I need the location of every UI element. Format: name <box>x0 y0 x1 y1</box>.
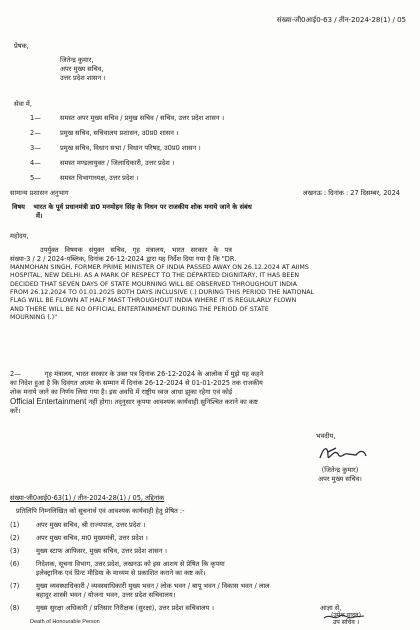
list-item <box>10 534 414 547</box>
signer-1-name: (जितेन्द्र कुमार) <box>321 466 359 474</box>
sender-block <box>60 56 106 83</box>
copy-number: (1) <box>10 521 20 529</box>
list-item <box>30 144 410 159</box>
copy-text: अपर मुख्य सचिव, श्री राज्यपाल, उत्तर प्रदेश । <box>36 521 146 529</box>
copy-text-continued: बहादुर शास्त्री भवन / योजना भवन, उत्तर प्रदेश सचिवालय। <box>36 591 176 599</box>
para1-caps-line: AND THERE WILL BE NO OFFICIAL ENTERTAINMENT DURING THE PERIOD OF STATE <box>10 305 269 313</box>
recipient-text: समस्त मण्डलायुक्त / जिलाधिकारी, उत्तर प्रदेश । <box>60 159 175 167</box>
copy-number: (7) <box>10 582 20 590</box>
list-item <box>10 582 414 604</box>
copy-text: अपर मुख्य सचिव, मा0 मुख्यमंत्री, उत्तर प्रदेश । <box>36 534 148 542</box>
copy-text: मुख्य सुरक्षा अधिकारी / प्रतिसार निरीक्षक (सुरक्षा), उत्तर प्रदेश सचिवालय । <box>36 604 214 612</box>
memo-number: संख्या-जी0आई0-63 / तीन-2024-28(1) / 05 <box>276 16 406 24</box>
list-item <box>10 547 414 560</box>
recipient-text: प्रमुख सचिव, विधान सभा / विधान परिषद, उ0प्र0 शासन । <box>60 144 201 152</box>
para2-line-1: गृह मंत्रालय, भारत सरकार के उक्त पत्र दिनांक 26-12-2024 के आलोक में मुझे यह कहने <box>44 370 264 378</box>
recipient-number: 1— <box>30 114 41 122</box>
para2-line-5: करें। <box>10 407 21 416</box>
para1-caps-line: HOSPITAL, NEW DELHI. AS A MARK OF RESPECT TO THE DEPARTED DIGNITARY, IT HAS BEEN <box>10 272 299 280</box>
copy-number: (2) <box>10 534 20 542</box>
para1-caps-line: FLAG WILL BE FLOWN AT HALF MAST THROUGHOUT INDIA WHERE IT IS REGULARLY FLOWN <box>10 297 297 305</box>
para2-line-3: शोक मनाये जाने का निर्णय लिया गया है। इस अवधि में राष्ट्रीय ध्वज आधा झुका रहेगा एवं कोई <box>10 387 233 396</box>
list-item <box>10 521 414 534</box>
list-item <box>30 174 410 189</box>
sender-name: जितेन्द्र कुमार, <box>60 56 94 64</box>
para1-caps-line: FROM 26.12.2024 TO 01.01.2025 BOTH DAYS INCLUSIVE (.) DURING THIS PERIOD THE NATIONAL <box>10 288 315 296</box>
list-item <box>10 560 414 582</box>
copy-text-continued: इलेक्ट्रानिक एवं प्रिन्ट मीडिया के माध्यम से प्रकाशित कराने का कष्ट करें। <box>36 569 206 577</box>
copy-text: निदेशक, सूचना विभाग, उत्तर प्रदेश, लखनऊ को इस आशय से प्रेषित कि कृपया <box>36 560 225 568</box>
para1-caps-line: DECIDED THAT SEVEN DAYS OF STATE MOURNING WILL BE OBSERVED THROUGHOUT INDIA <box>10 280 298 288</box>
signer-1-designation: अपर मुख्य सचिव। <box>318 474 362 483</box>
list-item <box>30 114 410 129</box>
paragraph-1 <box>10 246 410 322</box>
to-label: सेवा में, <box>14 100 32 108</box>
para2-line-4: नहीं होगा। तद्नुसार कृपया आवश्यक कार्यवाही सुनिश्चित कराने का कष्ट <box>88 397 258 406</box>
recipient-text: समस्त विभागाध्यक्ष, उत्तर प्रदेश । <box>60 174 139 182</box>
copy-number: (3) <box>10 547 20 555</box>
from-label: प्रेषक, <box>14 42 29 50</box>
list-item <box>30 159 410 174</box>
signature-jitendra-kumar <box>316 442 376 466</box>
copy-list <box>10 521 414 617</box>
recipient-number: 4— <box>30 159 41 167</box>
para1-caps-line: MOURNING (.)" <box>10 313 58 321</box>
signer-2-block <box>306 612 386 627</box>
copy-number: (8) <box>10 604 20 612</box>
copy-number: (6) <box>10 560 20 568</box>
copy-text: मुख्य व्यवस्थाधिकारी / व्यवस्थाधिकारी मुख्य भवन / लोक भवन / बापू भवन / विकास भवन / लाल <box>36 582 270 590</box>
para2-number: 2— <box>10 370 21 378</box>
recipient-list <box>30 114 410 189</box>
recipient-number: 3— <box>30 144 41 152</box>
footer-note: Death of Honourable Person <box>30 619 100 625</box>
closing-yours: भवदीय, <box>316 432 336 440</box>
para1-line-2: संख्या-3 / 2 / 2024-पब्लिक, दिनांक 26-12-2024 द्वारा यह निर्देश दिया गया है कि "DR. <box>10 254 237 263</box>
signer-1-block <box>300 466 380 484</box>
closing-by-order: आज्ञा से, <box>320 604 342 612</box>
list-item <box>30 129 410 144</box>
recipient-number: 5— <box>30 174 41 182</box>
recipient-text: प्रमुख सचिव, सचिवालय प्रशासन, उ0प्र0 शासन । <box>60 129 179 137</box>
subject-label: विषय <box>12 203 26 211</box>
recipient-text: समस्त अपर मुख्य सचिव / प्रमुख सचिव / सचिव, उत्तर प्रदेश शासन । <box>60 114 225 122</box>
para2-official-entertainment: Official Entertainment <box>10 396 87 406</box>
signer-2-designation: उप सचिव । <box>332 619 360 627</box>
para2-line-2: का निदेश हुआ है कि दिवंगत आत्मा के सम्मान में दिनांक 26-12-2024 से 01-01-2025 तक राजकीय <box>10 378 263 387</box>
paragraph-2 <box>10 370 412 416</box>
signer-2-name: (उमेश यादव) <box>330 612 361 619</box>
subject-line-2: में। <box>36 211 43 220</box>
sender-designation: अपर मुख्य सचिव, <box>60 64 104 73</box>
sender-office: उत्तर प्रदेश शासन । <box>60 73 106 82</box>
para1-caps-line: MANMOHAN SINGH, FORMER PRIME MINISTER OF INDIA PASSED AWAY ON 26.12.2024 AT AIIMS <box>10 263 309 271</box>
salutation: महोदय, <box>10 232 29 240</box>
section-name: सामान्य प्रशासन अनुभाग <box>10 189 69 197</box>
copy-text: मुख्य स्टाफ आफिसर, मुख्य सचिव, उत्तर प्रदेश शासन । <box>36 547 168 555</box>
recipient-number: 2— <box>30 129 41 137</box>
subject-block <box>12 203 410 221</box>
para1-line-1: उपर्युक्त विषयक संयुक्त सचिव, गृह मंत्रालय, भारत सरकार के पत्र <box>40 246 232 254</box>
copy-intro: प्रतिलिपि निम्नलिखित को सूचनार्थ एवं आवश्यक कार्यवाही हेतु प्रेषित :- <box>16 507 185 515</box>
memo-number-2: संख्या-जी0आई0-63(1) / तीन-2024-28(1) / 05, तद्दिनांक <box>10 494 165 502</box>
place-date: लखनऊ : दिनांक : 27 दिसम्बर, 2024 <box>303 189 400 197</box>
subject-line-1: भारत के पूर्व प्रधानमंत्री डा0 मनमोहन सिंह के निधन पर राजकीय शोक मनाये जाने के संबंध <box>33 203 252 211</box>
